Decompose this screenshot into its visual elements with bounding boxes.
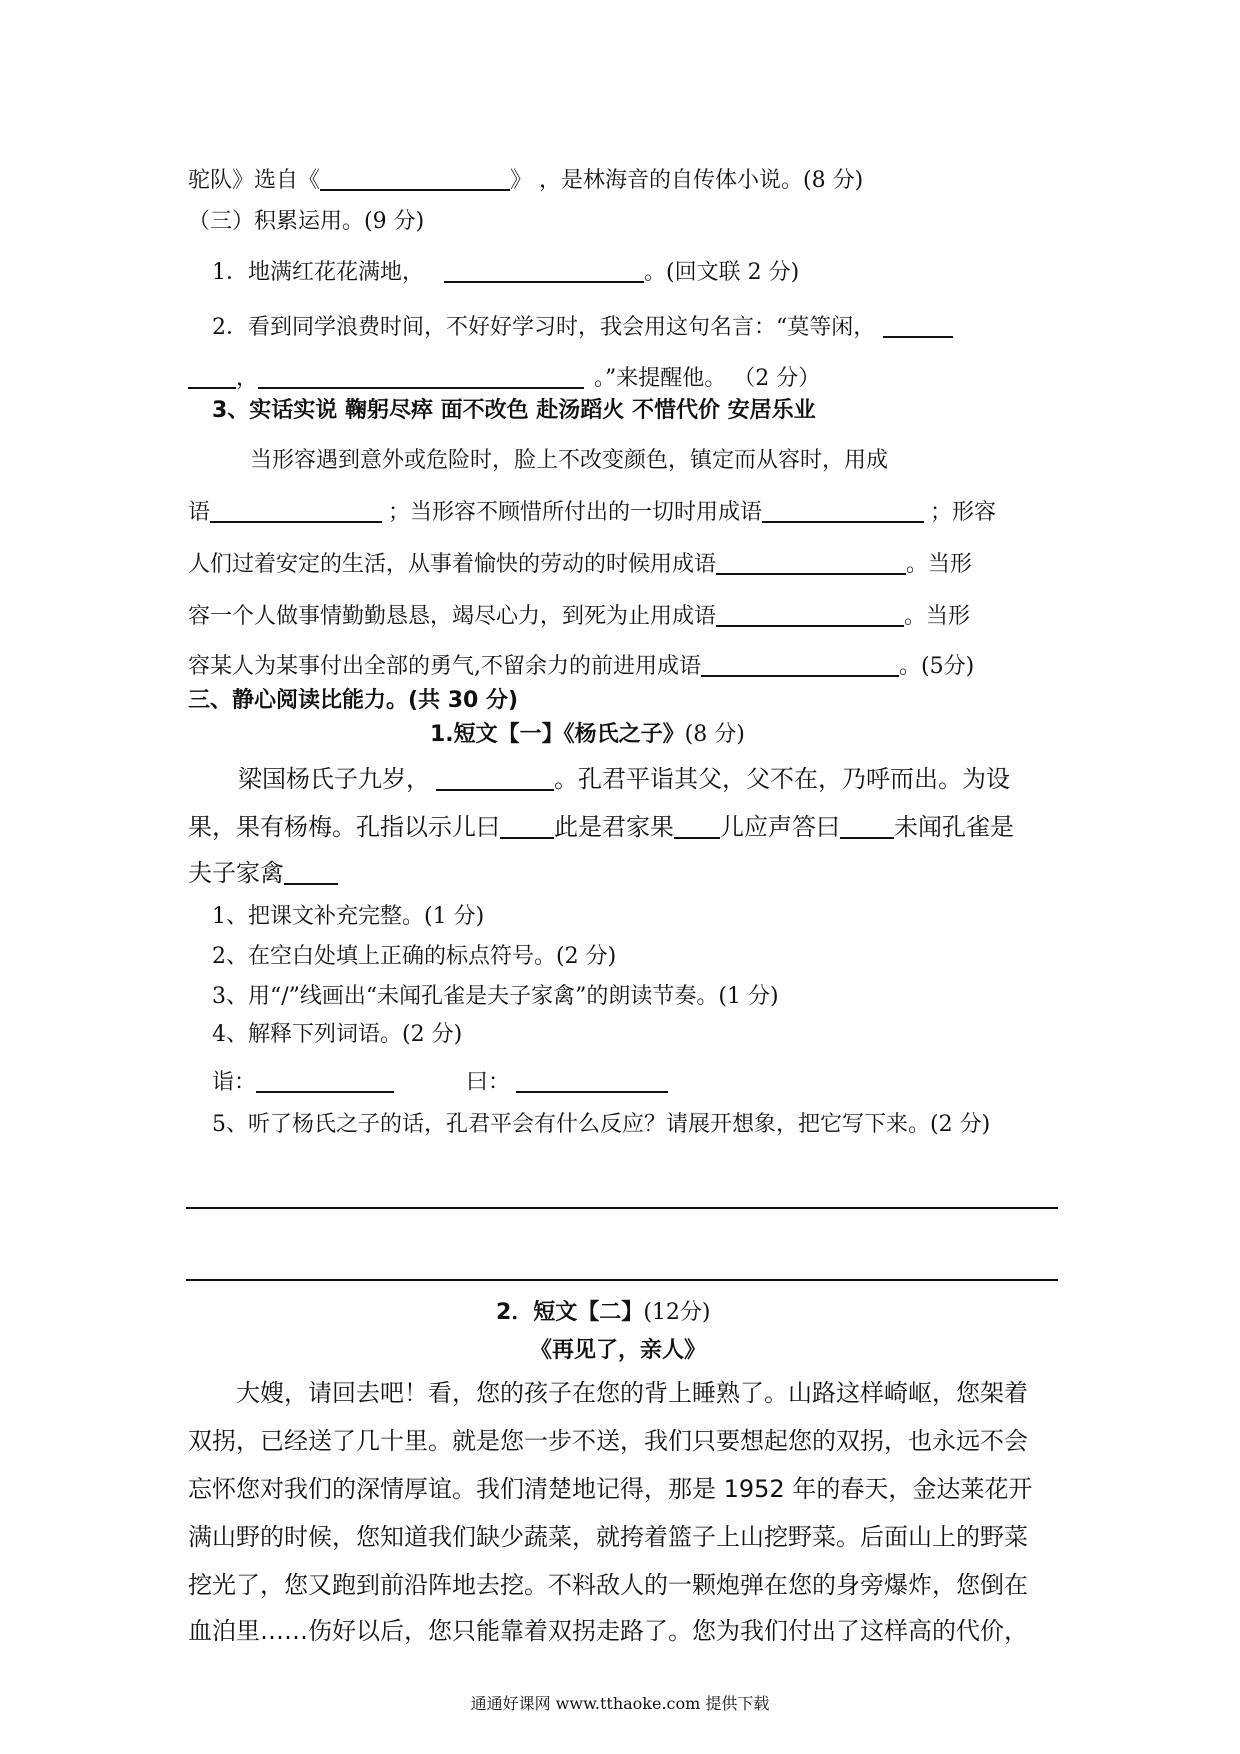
text: 此是君家果 (554, 813, 674, 841)
answer-blank[interactable] (500, 815, 554, 839)
text: 。(5分) (899, 654, 975, 679)
text: 。孔君平诣其父，父不在，乃呼而出。为设 (554, 765, 1010, 793)
passage-2-line: 满山野的时候，您知道我们缺少蔬菜，就挎着篮子上山挖野菜。后面山上的野菜 (188, 1523, 1028, 1551)
answer-blank[interactable] (320, 167, 510, 191)
sub-question-4: 4、解释下列词语。(2 分) (212, 1022, 463, 1047)
answer-blank[interactable] (883, 314, 953, 338)
idiom-word-bank: 3、实话实说 鞠躬尽瘁 面不改色 赴汤蹈火 不惜代价 安居乐业 (212, 398, 816, 423)
idiom-paragraph-line (188, 652, 974, 682)
text: 》 ，是林海音的自传体小说。(8 分) (510, 168, 864, 193)
passage-1-line (188, 856, 338, 890)
part-heading: 三、静心阅读比能力。(共 30 分) (188, 688, 519, 713)
answer-blank[interactable] (762, 499, 924, 523)
text: 果，果有杨梅。孔指以示儿曰 (188, 813, 500, 841)
answer-blank[interactable] (258, 365, 584, 389)
answer-blank[interactable] (210, 499, 382, 523)
answer-blank[interactable] (284, 861, 338, 885)
text: 夫子家禽 (188, 859, 284, 887)
text: 1.短文【一】《杨氏之子》 (430, 722, 685, 747)
answer-blank[interactable] (840, 815, 894, 839)
text: ；形容 (930, 500, 997, 525)
text: 。”来提醒他。 （2 分） (594, 366, 821, 391)
idiom-paragraph-line (188, 550, 972, 580)
section-heading: （三）积累运用。(9 分) (188, 209, 425, 234)
passage-2-line: 挖光了，您又跑到前沿阵地去挖。不料敌人的一颗炮弹在您的身旁爆炸，您倒在 (188, 1571, 1028, 1599)
answer-blank[interactable] (256, 1069, 394, 1093)
answer-blank[interactable] (701, 653, 899, 677)
passage-2-line: 双拐，已经送了几十里。就是您一步不送，我们只要想起您的双拐，也永远不会 (188, 1427, 1028, 1455)
idiom-paragraph-line (188, 498, 996, 528)
page-footer: 通通好课网 www.tthaoke.com 提供下载 (470, 1694, 770, 1713)
passage-2-title (496, 1298, 710, 1328)
passage-1-line (188, 810, 1014, 844)
text: 曰： (466, 1070, 511, 1095)
sub-question-2: 2、在空白处填上正确的标点符号。(2 分) (212, 944, 617, 969)
text: 。(回文联 2 分) (644, 260, 800, 285)
text: 人们过着安定的生活，从事着愉快的劳动的时候用成语 (188, 552, 717, 577)
question-line-source (188, 166, 863, 196)
answer-blank[interactable] (716, 551, 906, 575)
text: (8 分) (684, 722, 745, 747)
text: 诣： (212, 1070, 257, 1095)
sub-question-4-answers (212, 1068, 668, 1098)
question-2-cont (188, 364, 820, 394)
sub-question-3: 3、用“/”线画出“未闻孔雀是夫子家禽”的朗读节奏。(1 分) (212, 984, 779, 1009)
text: 梁国杨氏子九岁， (238, 765, 430, 793)
text: 1．地满红花花满地， (212, 260, 424, 285)
text: ；当形容不顾惜所付出的一切时用成语 (388, 500, 763, 525)
answer-blank[interactable] (188, 365, 236, 389)
passage-1-line (238, 762, 1010, 796)
question-1 (212, 258, 799, 288)
sub-question-5: 5、听了杨氏之子的话，孔君平会有什么反应？请展开想象，把它写下来。(2 分) (212, 1112, 991, 1137)
text: 驼队》选自《 (188, 168, 321, 193)
passage-2-line: 大嫂，请回去吧！看，您的孩子在您的背上睡熟了。山路这样崎岖，您架着 (236, 1379, 1028, 1407)
passage-2-line: 忘怀您对我们的深情厚谊。我们清楚地记得，那是 1952 年的春天，金达莱花开 (188, 1475, 1033, 1503)
text: 2．看到同学浪费时间，不好好学习时，我会用这句名言：“莫等闲， (212, 315, 876, 340)
passage-1-title (430, 720, 745, 750)
passage-2-line: 血泊里……伤好以后，您只能靠着双拐走路了。您为我们付出了这样高的代价， (188, 1617, 1028, 1645)
answer-blank[interactable] (516, 1069, 668, 1093)
text: 容某人为某事付出全部的勇气,不留余力的前进用成语 (188, 654, 701, 679)
sub-question-1: 1、把课文补充完整。(1 分) (212, 904, 485, 929)
writing-line[interactable] (186, 1279, 1058, 1281)
text: 。当形 (906, 552, 973, 577)
text: 容一个人做事情勤勤恳恳，竭尽心力，到死为止用成语 (188, 604, 717, 629)
question-2 (212, 313, 953, 343)
idiom-paragraph-line: 当形容遇到意外或危险时，脸上不改变颜色，镇定而从容时，用成 (250, 448, 889, 473)
text: ， (236, 366, 259, 391)
text: 未闻孔雀是 (894, 813, 1014, 841)
text: 儿应声答曰 (720, 813, 840, 841)
text: (12分) (643, 1300, 711, 1325)
text: 。当形 (904, 604, 971, 629)
passage-2-heading: 《再见了，亲人》 (530, 1338, 707, 1363)
answer-blank[interactable] (444, 259, 644, 283)
text: 2．短文【二】 (496, 1300, 644, 1325)
idiom-paragraph-line (188, 602, 970, 632)
answer-blank[interactable] (716, 603, 904, 627)
answer-blank[interactable] (674, 815, 720, 839)
text: 语 (188, 500, 211, 525)
answer-blank[interactable] (436, 767, 554, 791)
writing-line[interactable] (186, 1207, 1058, 1209)
